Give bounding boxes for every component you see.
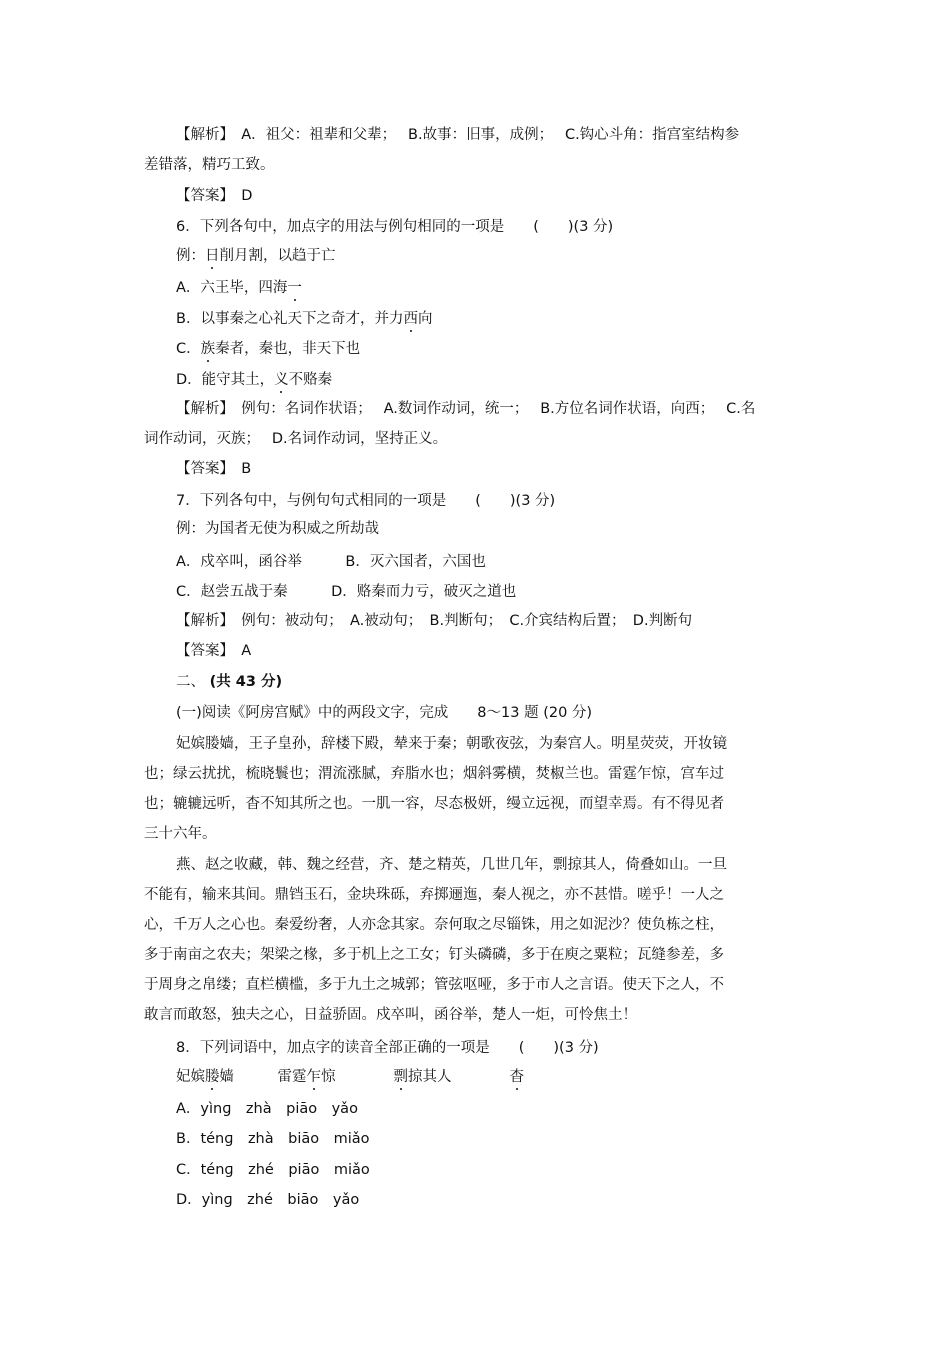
dotted-char: 族 [200, 341, 216, 357]
example-prefix: 例： [176, 248, 205, 264]
dotted-char: 媵 [205, 1069, 220, 1085]
word-text: 妃嫔 [176, 1069, 205, 1085]
passage-line: 妃嫔媵嫱，王子皇孙，辞楼下殿，辇来于秦；朝歌夜弦，为秦宫人。明星荧荧，开妆镜 [176, 736, 727, 752]
answer-q5: 【答案】 D [176, 188, 253, 204]
passage-line: 也；绿云扰扰，梳晓鬟也；渭流涨腻，弃脂水也；烟斜雾横，焚椒兰也。雷霆乍惊，宫车过 [144, 766, 724, 782]
analysis-line-q5-cont: 差错落，精巧工致。 [144, 157, 275, 173]
question-7: 7．下列各句中，与例句句式相同的一项是 ( )(3 分) [176, 493, 556, 509]
analysis-line-q7: 【解析】 例句：被动句； A.被动句； B.判断句； C.介宾结构后置； D.判断句 [176, 613, 693, 629]
passage-line: 于周身之帛缕；直栏横槛，多于九土之城郭；管弦呕哑，多于市人之言语。使天下之人，不 [144, 977, 724, 993]
answer-q7: 【答案】 A [176, 643, 252, 659]
passage-line: 敢言而敢怒，独夫之心，日益骄固。戍卒叫，函谷举，楚人一炬，可怜焦土！ [144, 1007, 637, 1023]
option-label: C． [176, 341, 201, 357]
dotted-char: 义 [274, 372, 289, 388]
option-text: 秦者，秦也，非天下也 [215, 341, 361, 357]
dotted-char: 一 [287, 280, 302, 296]
question-8-words [176, 1067, 524, 1087]
passage-line: 心，千万人之心也。秦爱纷奢，人亦念其家。奈何取之尽锱铢，用之如泥沙？使负栋之柱， [144, 917, 724, 933]
passage-line: 三十六年。 [144, 826, 217, 842]
option-text: D．能守其土， [176, 372, 275, 388]
options-7ab: A．戍卒叫，函谷举 B．灭六国者，六国也 [176, 554, 486, 570]
option-text-tail: 向 [417, 311, 433, 327]
option-8d: D．yìnɡ zhé biāo yǎo [176, 1192, 360, 1208]
analysis-line-q5: 【解析】 A．祖父：祖辈和父辈； B.故事：旧事，成例； C.钩心斗角：指宫室结构参 [176, 127, 740, 143]
question-7-example: 例：为国者无使为积威之所劫哉 [176, 521, 379, 537]
question-8: 8．下列词语中，加点字的读音全部正确的一项是 ( )(3 分) [176, 1040, 599, 1056]
section-number: 二、 [176, 674, 210, 690]
passage-line: 多于南亩之农夫；架梁之椽，多于机上之工女；钉头磷磷，多于在庾之粟粒；瓦缝参差，多 [144, 947, 724, 963]
passage-line: 也；辘辘远听，杳不知其所之也。一肌一容，尽态极妍，缦立远视，而望幸焉。有不得见者 [144, 796, 724, 812]
question-6: 6．下列各句中，加点字的用法与例句相同的一项是 ( )(3 分) [176, 219, 614, 235]
option-6b [176, 309, 432, 329]
analysis-line-q6: 【解析】 例句：名词作状语； A.数词作动词，统一； B.方位名词作状语，向西； C.名 [176, 401, 756, 417]
dotted-char: 杳 [509, 1069, 524, 1085]
option-6d [176, 370, 332, 390]
dotted-char: 剽 [393, 1069, 408, 1085]
word-text: 掠其人 [408, 1069, 510, 1085]
option-6c [176, 339, 360, 359]
passage-line: 不能有，输来其间。鼎铛玉石，金块珠砾，弃掷逦迤，秦人视之，亦不甚惜。嗟乎！一人之 [144, 887, 724, 903]
answer-q6: 【答案】 B [176, 461, 252, 477]
analysis-line-q6-cont: 词作动词，灭族； D.名词作动词，坚持正义。 [144, 431, 448, 447]
option-8b: B．ténɡ zhà biāo miǎo [176, 1131, 370, 1147]
option-text-tail: 不赂秦 [288, 372, 333, 388]
option-6a [176, 278, 302, 298]
word-text: 嫱 雷霆 [219, 1069, 307, 1085]
section-heading [176, 672, 282, 692]
example-text: 削月割，以趋于亡 [219, 248, 336, 264]
option-8a: A．yìnɡ zhà piāo yǎo [176, 1101, 358, 1117]
reading-instruction: (一)阅读《阿房宫赋》中的两段文字，完成 8～13 题 (20 分) [176, 705, 593, 721]
options-7cd: C．赵尝五战于秦 D．赂秦而力亏，破灭之道也 [176, 584, 517, 600]
dotted-char: 西 [403, 311, 418, 327]
dotted-char: 乍 [306, 1069, 321, 1085]
section-points: (共 43 分) [209, 674, 283, 690]
option-text: B．以事秦之心礼天下之奇才，并力 [176, 311, 404, 327]
option-8c: C．ténɡ zhé piāo miǎo [176, 1162, 370, 1178]
passage-line: 燕、赵之收藏，韩、魏之经营，齐、楚之精英，几世几年，剽掠其人，倚叠如山。一旦 [176, 857, 727, 873]
word-text: 惊 [321, 1069, 394, 1085]
question-6-example [176, 246, 336, 266]
dotted-char: 日 [205, 248, 220, 264]
option-text: A．六王毕，四海 [176, 280, 288, 296]
